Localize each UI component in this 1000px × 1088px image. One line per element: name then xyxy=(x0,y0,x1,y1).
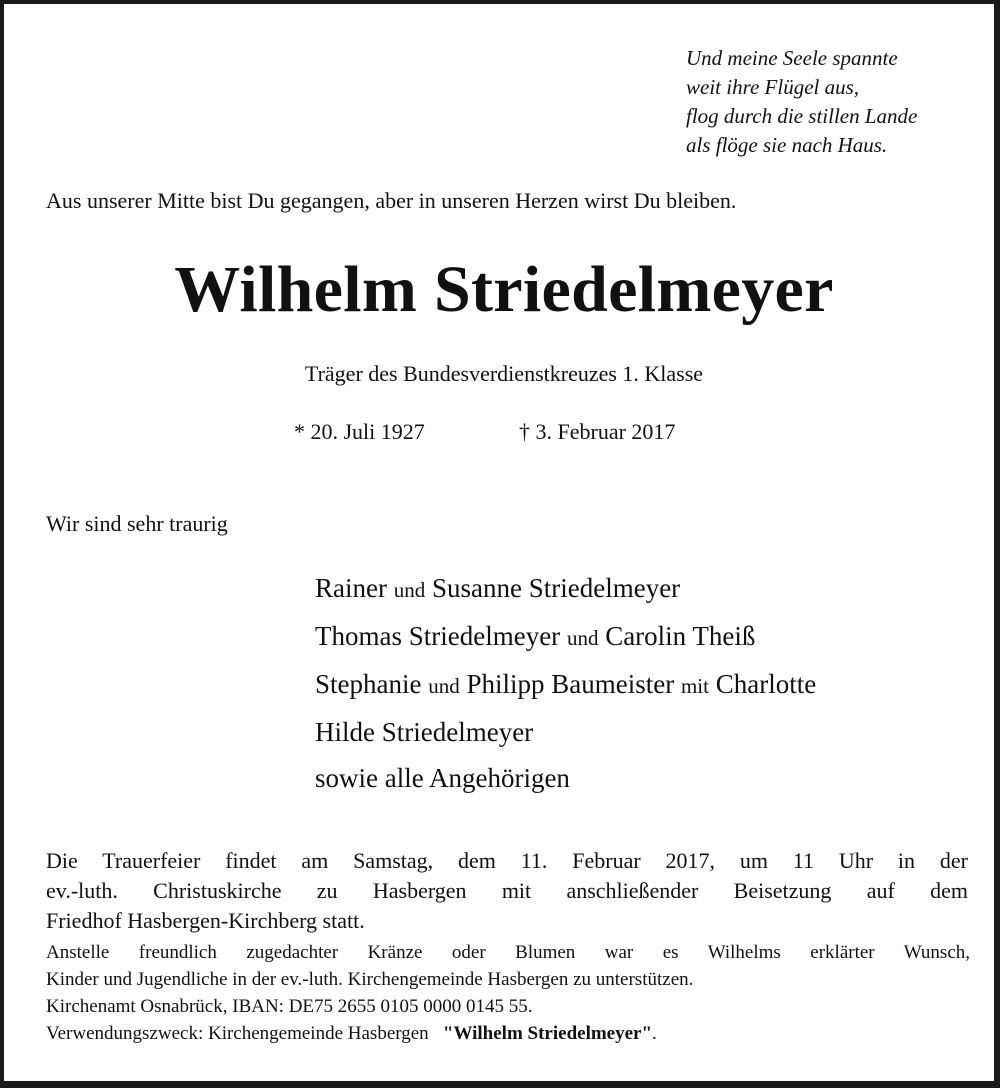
deceased-honor: Träger des Bundesverdienstkreuzes 1. Klasse xyxy=(304,361,704,386)
donation-line: Anstelle freundlich zugedachter Kränze oder Blumen war es Wilhelms erklärter Wunsch, xyxy=(46,942,970,963)
poem-line: weit ihre Flügel aus, xyxy=(686,75,860,99)
mourner-row xyxy=(315,661,816,709)
conjunction: und xyxy=(428,674,460,698)
mourner-row xyxy=(315,565,816,613)
mourner-row: Hilde Striedelmeyer xyxy=(315,717,534,747)
service-line: Die Trauerfeier findet am Samstag, dem 11. Februar 2017, um 11 Uhr in der xyxy=(46,848,968,873)
mourner-name: Charlotte xyxy=(715,669,817,699)
donation-line: Kinder und Jugendliche in der ev.-luth. Kirchengemeinde Hasbergen zu unterstützen. xyxy=(46,969,694,990)
intro-sentence: Aus unserer Mitte bist Du gegangen, aber in unseren Herzen wirst Du bleiben. xyxy=(46,188,737,213)
deceased-name: Wilhelm Striedelmeyer xyxy=(174,253,834,326)
funeral-service-info xyxy=(46,846,968,936)
mourning-line: Wir sind sehr traurig xyxy=(46,511,228,536)
mourner-name: Philipp Baumeister xyxy=(466,669,675,699)
bank-details: Kirchenamt Osnabrück, IBAN: DE75 2655 0105 0000 0145 55. xyxy=(46,996,533,1017)
poem xyxy=(686,44,917,160)
mourner-row xyxy=(315,613,816,661)
poem-line: als flöge sie nach Haus. xyxy=(686,133,888,157)
death-date: † 3. Februar 2017 xyxy=(519,419,676,444)
birth-date: * 20. Juli 1927 xyxy=(294,419,425,444)
poem-line: flog durch die stillen Lande xyxy=(686,104,918,128)
mourner-name: Carolin Theiß xyxy=(605,621,756,651)
purpose-end: . xyxy=(652,1023,657,1044)
mourner-name: Rainer xyxy=(315,573,387,603)
conjunction: mit xyxy=(680,674,709,698)
mourners-list xyxy=(315,565,816,801)
mourner-name: Susanne Striedelmeyer xyxy=(431,573,681,603)
donation-purpose xyxy=(46,1020,970,1047)
poem-line: Und meine Seele spannte xyxy=(686,46,898,70)
mourner-name: Thomas Striedelmeyer xyxy=(315,621,561,651)
conjunction: und xyxy=(566,626,599,650)
purpose-label: Verwendungszweck: Kirchengemeinde Hasbergen xyxy=(46,1023,429,1044)
conjunction: und xyxy=(393,578,426,602)
mourner-name: Stephanie xyxy=(315,669,422,699)
service-line: ev.-luth. Christuskirche zu Hasbergen mit anschließender Beisetzung auf dem xyxy=(46,878,968,903)
mourner-row: sowie alle Angehörigen xyxy=(315,763,570,793)
service-line: Friedhof Hasbergen-Kirchberg statt. xyxy=(46,908,365,933)
donation-info xyxy=(46,939,970,1047)
purpose-name: "Wilhelm Striedelmeyer" xyxy=(442,1023,653,1044)
